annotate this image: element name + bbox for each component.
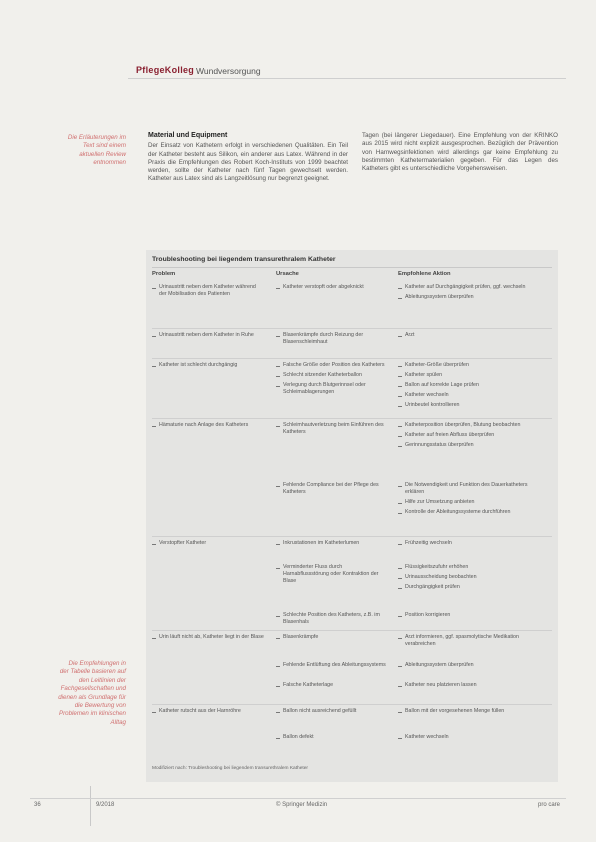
table-item: Schleimhautverletzung beim Einführen des Katheters: [276, 422, 388, 436]
table-item: Verstopfter Katheter: [152, 540, 264, 547]
section-name: Wundversorgung: [196, 66, 261, 76]
cell-action: [398, 708, 548, 718]
table-item: Frühzeitig wechseln: [398, 540, 548, 547]
cell-cause: [276, 540, 388, 550]
header-cause: Ursache: [276, 271, 299, 277]
footer-divider: [30, 798, 566, 799]
cell-problem: [152, 708, 264, 718]
cell-cause: [276, 634, 388, 644]
table-item: Verlegung durch Blutgerinnsel oder Schleimablagerungen: [276, 382, 388, 396]
cell-action: [398, 482, 548, 519]
table-title-divider: [152, 267, 552, 268]
cell-problem: [152, 540, 264, 550]
cell-cause: [276, 662, 388, 672]
header-divider: [128, 78, 566, 79]
cell-cause: [276, 332, 388, 349]
cell-action: [398, 682, 548, 692]
row-divider: [152, 328, 552, 329]
journal-brand: PflegeKolleg: [136, 65, 195, 75]
table-item: Flüssigkeitszufuhr erhöhen: [398, 564, 548, 571]
table-item: Katheterposition überprüfen, Blutung beobachten: [398, 422, 548, 429]
footer-vertical-divider: [90, 786, 91, 826]
table-item: Hämaturie nach Anlage des Katheters: [152, 422, 264, 429]
table-item: Die Notwendigkeit und Funktion des Dauerkatheters erklären: [398, 482, 548, 496]
article-column-1: [148, 132, 348, 184]
table-item: Ableitungssystem überprüfen: [398, 662, 548, 669]
cell-cause: [276, 734, 388, 744]
cell-action: [398, 662, 548, 672]
table-item: Ballon auf korrekte Lage prüfen: [398, 382, 548, 389]
table-item: Katheter rutscht aus der Harnröhre: [152, 708, 264, 715]
table-item: Blasenkrämpfe durch Reizung der Blasenschleimhaut: [276, 332, 388, 346]
header-action: Empfohlene Aktion: [398, 271, 451, 277]
sidenote-1: Die Erläuterungen im Text sind einem aktuellen Review entnommen: [67, 134, 126, 167]
table-item: Position korrigieren: [398, 612, 548, 619]
cell-problem: [152, 422, 264, 432]
table-item: Urinaustritt neben dem Katheter während der Mobilisation des Patienten: [152, 284, 264, 298]
article-text-1: Der Einsatz von Kathetern erfolgt in verschiedenen Qualitäten. Ein Teil der Katheter besteht aus Silikon, ein anderer aus Latex. Während in der Praxis die Empfehlungen des Robert Koch-Instituts von 1999 beachtet werden, sollte der Katheter nach fünf Tagen gewechselt werden. Katheter aus Latex sind als Langzeitlösung nur begrenzt geeignet.: [148, 142, 348, 183]
cell-problem: [152, 362, 264, 372]
cell-cause: [276, 564, 388, 588]
cell-cause: [276, 708, 388, 718]
cell-action: [398, 332, 548, 342]
cell-problem: [152, 284, 264, 301]
issue-date: 9/2018: [96, 802, 115, 808]
cell-problem: [152, 332, 264, 342]
header-bar: [0, 58, 596, 78]
table-item: Katheter auf freien Abfluss überprüfen: [398, 432, 548, 439]
cell-problem: [152, 634, 264, 644]
row-divider: [152, 630, 552, 631]
table-item: Ballon defekt: [276, 734, 388, 741]
cell-action: [398, 540, 548, 550]
row-divider: [152, 536, 552, 537]
table-footnote: Modifiziert nach: Troubleshooting bei liegendem transurethralem Katheter: [152, 766, 308, 771]
table-item: Blasenkrämpfe: [276, 634, 388, 641]
cell-action: [398, 634, 548, 651]
cell-action: [398, 612, 548, 622]
table-item: Ableitungssystem überprüfen: [398, 294, 548, 301]
row-divider: [152, 358, 552, 359]
table-item: Arzt: [398, 332, 548, 339]
publisher: © Springer Medizin: [276, 802, 328, 808]
article-column-2: [362, 132, 558, 173]
table-item: Kontrolle der Ableitungssysteme durchführen: [398, 509, 548, 516]
article-heading: Material und Equipment: [148, 132, 228, 139]
table-item: Gerinnungsstatus überprüfen: [398, 442, 548, 449]
cell-action: [398, 734, 548, 744]
table-item: Urinausscheidung beobachten: [398, 574, 548, 581]
table-item: Fehlende Entlüftung des Ableitungssystems: [276, 662, 388, 669]
table-item: Katheter neu platzieren lassen: [398, 682, 548, 689]
row-divider: [152, 704, 552, 705]
table-item: Inkrustationen im Katheterlumen: [276, 540, 388, 547]
article-text-2: Tagen (bei längerer Liegedauer). Eine Empfehlung von der KRINKO aus 2015 wird nicht explizit ausgesprochen. Bezüglich der Prävention von Harnwegsinfektionen wird allerdings gar keine Empfehlung zu bestimmten Kathetermaterialien gegeben. Für das Legen des Katheters gibt es unterschiedliche Vorgehensweisen.: [362, 132, 558, 173]
table-item: Falsche Katheterlage: [276, 682, 388, 689]
troubleshooting-table: [146, 250, 558, 782]
row-divider: [152, 418, 552, 419]
table-item: Katheter spülen: [398, 372, 548, 379]
cell-action: [398, 284, 548, 304]
cell-cause: [276, 284, 388, 294]
header-problem: Problem: [152, 271, 176, 277]
table-item: Arzt informieren, ggf. spasmolytische Medikation verabreichen: [398, 634, 548, 648]
table-item: Katheter wechseln: [398, 734, 548, 741]
cell-cause: [276, 612, 388, 629]
table-item: Fehlende Compliance bei der Pflege des Katheters: [276, 482, 388, 496]
sidenote-2: Die Empfehlungen in der Tabelle basieren auf den Leitlinien der Fachgesellschaften und dienen als Grundlage für die Bewertung von Problemen im klinischen Alltag: [58, 660, 126, 726]
cell-action: [398, 362, 548, 412]
table-item: Katheter-Größe überprüfen: [398, 362, 548, 369]
cell-cause: [276, 422, 388, 439]
table-item: Katheter ist schlecht durchgängig: [152, 362, 264, 369]
table-item: Falsche Größe oder Position des Katheters: [276, 362, 388, 369]
cell-cause: [276, 482, 388, 499]
table-item: Urinbeutel kontrollieren: [398, 402, 548, 409]
cell-action: [398, 422, 548, 452]
cell-action: [398, 564, 548, 594]
table-title: Troubleshooting bei liegendem transurethralem Katheter: [152, 256, 336, 263]
table-item: Durchgängigkeit prüfen: [398, 584, 548, 591]
table-item: Schlechte Position des Katheters, z.B. im Blasenhals: [276, 612, 388, 626]
cell-cause: [276, 362, 388, 399]
table-item: Katheter auf Durchgängigkeit prüfen, ggf. wechseln: [398, 284, 548, 291]
table-item: Urinaustritt neben dem Katheter in Ruhe: [152, 332, 264, 339]
journal-name: pro care: [538, 802, 561, 808]
table-item: Hilfe zur Umsetzung anbieten: [398, 499, 548, 506]
table-item: Schlecht sitzender Katheterballon: [276, 372, 388, 379]
table-item: Katheter verstopft oder abgeknickt: [276, 284, 388, 291]
table-item: Verminderter Fluss durch Harnabflussstörung oder Kontraktion der Blase: [276, 564, 388, 585]
table-item: Ballon nicht ausreichend gefüllt: [276, 708, 388, 715]
table-item: Katheter wechseln: [398, 392, 548, 399]
table-item: Ballon mit der vorgesehenen Menge füllen: [398, 708, 548, 715]
table-item: Urin läuft nicht ab, Katheter liegt in der Blase: [152, 634, 264, 641]
cell-cause: [276, 682, 388, 692]
page-number: 36: [34, 802, 41, 808]
